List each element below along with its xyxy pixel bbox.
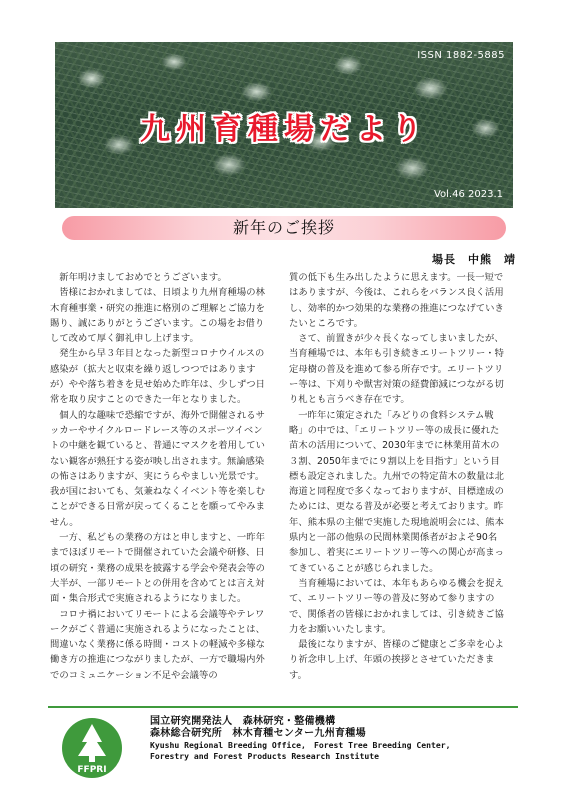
logo-text: FFPRI — [77, 765, 107, 775]
paragraph: 最後になりますが、皆様のご健康とご多幸を心より祈念申し上げ、年頭の挨拶とさせていただきます。 — [289, 639, 504, 681]
paragraph: さて、前置きが少々長くなってしまいましたが、当育種場では、本年も引き続きエリートツリー・特定母樹の普及を進めて参る所存です。エリートツリー等は、下刈りや獣害対策の経費節減につながる切り札とも言うべき存在です。 — [289, 333, 504, 406]
issn-label: ISSN 1882-5885 — [417, 50, 505, 61]
ffpri-logo — [60, 716, 124, 780]
paragraph: 当育種場においては、本年もあらゆる機会を捉えて、エリートツリー等の普及に努めて参りますので、関係者の皆様におかれましては、引き続きご協力をお願いいたします。 — [289, 577, 504, 635]
newsletter-title: 九州育種場だより — [140, 112, 428, 147]
article-column-left — [50, 270, 267, 683]
article-heading: 新年のご挨拶 — [62, 216, 506, 240]
paragraph: 質の低下も生み出したように思えます。一長一短ではありますが、今後は、これらをバランス良く活用し、効率的かつ効果的な業務の推進につなげていきたいところです。 — [289, 272, 504, 329]
paragraph: コロナ禍においてリモートによる会議等やテレワークがごく普通に実施されるようになったことは、間違いなく業務に係る時間・コストの軽減や多様な働き方の推進につながりましたが、一方で職場内外でのコミュニケーション不足や会議等の — [50, 608, 265, 681]
org-name-en2: Forestry and Forest Products Research Institute — [150, 751, 380, 761]
volume-date: Vol.46 2023.1 — [433, 189, 503, 200]
paragraph: 一方、私どもの業務の方はと申しますと、一昨年までほぼリモートで開催されていた会議や研修、日頃の研究・業務の成果を披露する学会や発表会等の大半が、一部リモートとの併用を含めてとは言え対面・集合形式で実施されるようになりました。 — [50, 532, 265, 605]
article-column-right — [289, 270, 506, 683]
paragraph: 新年明けましておめでとうございます。 — [59, 272, 227, 283]
article-author: 場長 中熊 靖 — [432, 253, 516, 266]
masthead-photo — [55, 42, 513, 208]
paragraph: 発生から早３年目となった新型コロナウイルスの感染が（拡大と収束を繰り返しつつではありますが）やや落ち着きを見せ始めた昨年は、少しずつ日常を取り戻すことのできた一年となりました。 — [50, 348, 265, 406]
org-name-line1: 国立研究開発法人 森林研究・整備機構 — [150, 716, 336, 727]
paragraph: 皆様におかれましては、日頃より九州育種場の林木育種事業・研究の推進に格別のご理解とご協力を賜り、誠にありがとうございます。この場をお借りして改めて厚く御礼申し上げます。 — [50, 287, 265, 345]
organization-info — [150, 716, 450, 762]
paragraph: 一昨年に策定された「みどりの食料システム戦略」の中では、「エリートツリー等の成長に優れた苗木の活用について、2030年までに林業用苗木の３割、2050年までに９割以上を目指す」という目標も設定されました。九州での特定苗木の数量は北海道と同程度で多くなっておりますが、目標達成のためには、更なる普及が必要と考えております。昨年、熊本県の主催で実施した現地説明会には、熊本県内と一部の他県の民間林業関係者がおよそ90名参加し、着実にエリートツリー等への関心が高まってきていることが感じられました。 — [289, 409, 504, 574]
paragraph: 個人的な趣味で恐縮ですが、海外で開催されるサッカーやサイクルロードレース等のスポーツイベントの中継を観ていると、普通にマスクを着用していない観客が熱狂する姿が映し出されます。無論感染の怖さはありますが、実にうらやましい光景です。我が国においても、気兼ねなくイベント等を楽しむことができる日常が戻ってくることを願ってやみません。 — [50, 409, 265, 528]
org-name-en1: Kyushu Regional Breeding Office, Forest Tree Breeding Center, — [150, 740, 451, 750]
org-name-line2: 森林総合研究所 林木育種センター九州育種場 — [150, 728, 366, 739]
footer-divider — [48, 706, 518, 708]
